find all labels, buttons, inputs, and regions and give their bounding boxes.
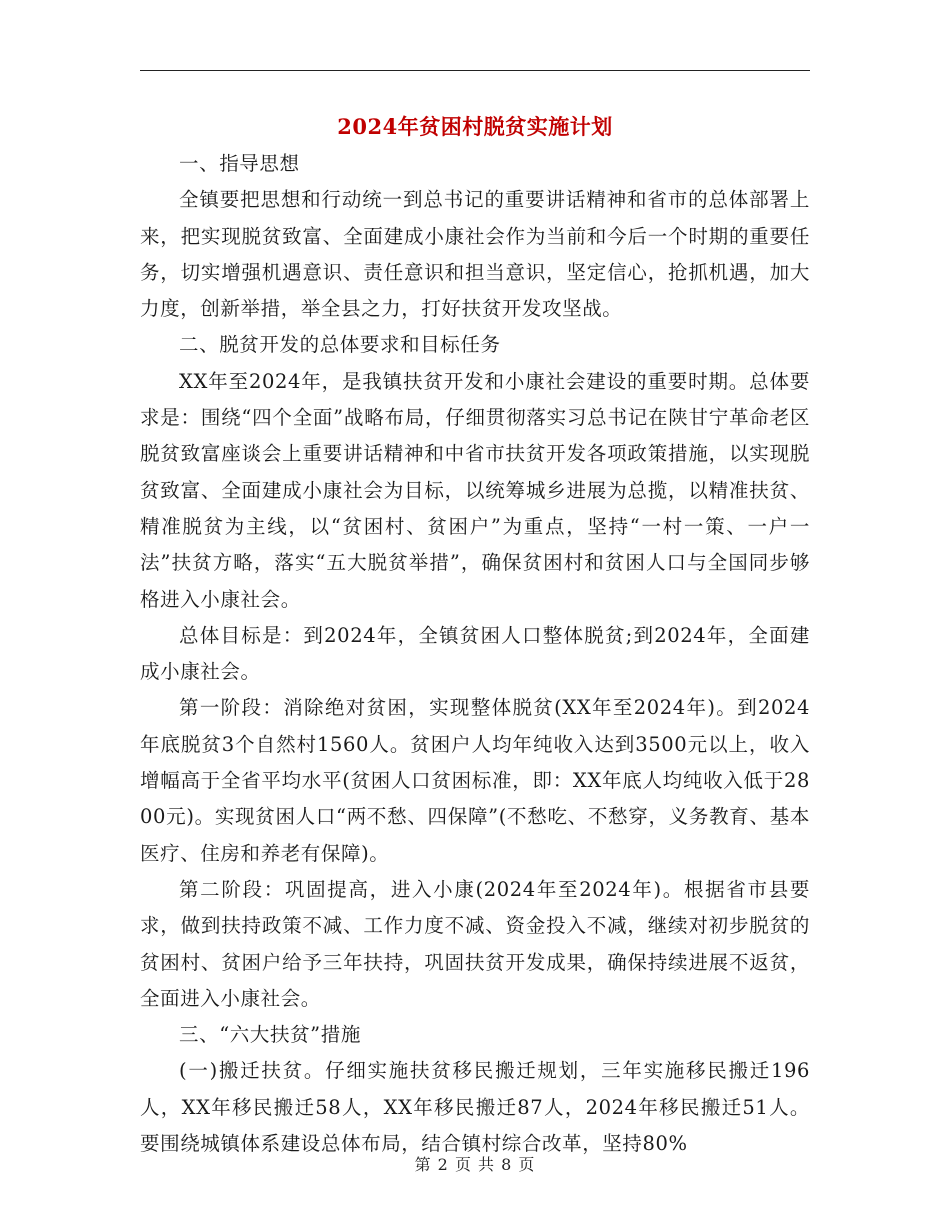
section-heading: 二、脱贫开发的总体要求和目标任务 <box>179 333 501 357</box>
paragraph: 第二阶段：巩固提高，进入小康(2024年至2024年)。根据省市县要求，做到扶持政策不减、工作力度不减、资金投入不减，继续对初步脱贫的贫困村、贫困户给予三年扶持，巩固扶贫开发成果，确保持续进展不返贫，全面进入小康社会。 <box>140 877 810 1010</box>
header-rule <box>140 70 810 71</box>
document-title: 2024年贫困村脱贫实施计划 <box>337 114 613 139</box>
document-body <box>140 146 810 1162</box>
paragraph: 总体目标是：到2024年，全镇贫困人口整体脱贫;到2024年，全面建成小康社会。 <box>140 623 810 684</box>
paragraph: 全镇要把思想和行动统一到总书记的重要讲话精神和省市的总体部署上来，把实现脱贫致富、全面建成小康社会作为当前和今后一个时期的重要任务，切实增强机遇意识、责任意识和担当意识，坚定信心，抢抓机遇，加大力度，创新举措，举全县之力，打好扶贫开发攻坚战。 <box>140 188 810 321</box>
paragraph: XX年至2024年，是我镇扶贫开发和小康社会建设的重要时期。总体要求是：围绕“四个全面”战略布局，仔细贯彻落实习总书记在陕甘宁革命老区脱贫致富座谈会上重要讲话精神和中省市扶贫开发各项政策措施，以实现脱贫致富、全面建成小康社会为目标，以统筹城乡进展为总揽，以精准扶贫、精准脱贫为主线，以“贫困村、贫困户”为重点，坚持“一村一策、一户一法”扶贫方略，落实“五大脱贫举措”，确保贫困村和贫困人口与全国同步够格进入小康社会。 <box>140 369 810 611</box>
page-footer: 第 2 页 共 8 页 <box>414 1155 536 1174</box>
paragraph: (一)搬迁扶贫。仔细实施扶贫移民搬迁规划，三年实施移民搬迁196人，XX年移民搬迁58人，XX年移民搬迁87人，2024年移民搬迁51人。要围绕城镇体系建设总体布局，结合镇村综合改革，坚持80% <box>140 1059 810 1156</box>
section-heading: 一、指导思想 <box>179 152 300 175</box>
section-heading: 三、“六大扶贫”措施 <box>179 1023 361 1047</box>
paragraph: 第一阶段：消除绝对贫困，实现整体脱贫(XX年至2024年)。到2024年底脱贫3个自然村1560人。贫困户人均年纯收入达到3500元以上，收入增幅高于全省平均水平(贫困人口贫困标准，即：XX年底人均纯收入低于2800元)。实现贫困人口“两不愁、四保障”(不愁吃、不愁穿，义务教育、基本医疗、住房和养老有保障)。 <box>140 696 810 865</box>
